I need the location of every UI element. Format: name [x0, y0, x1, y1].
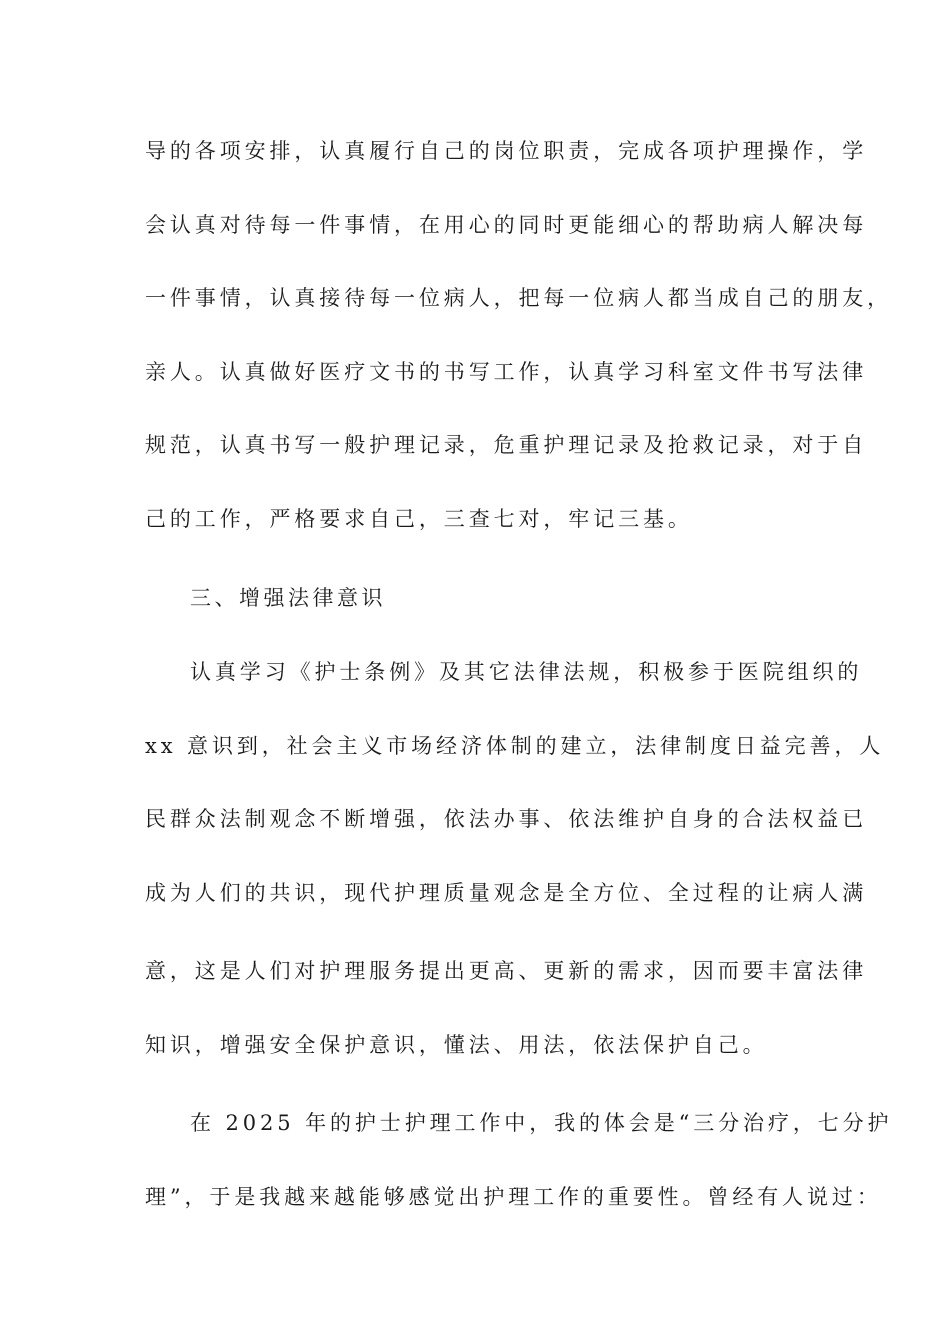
paragraph-line: xx 意识到，社会主义市场经济体制的建立，法律制度日益完善，人: [145, 734, 885, 758]
section-heading: 三、增强法律意识: [190, 586, 386, 610]
paragraph-line: 知识，增强安全保护意识，懂法、用法，依法保护自己。: [145, 1033, 768, 1057]
paragraph-line: 会认真对待每一件事情，在用心的同时更能细心的帮助病人解决每: [145, 213, 868, 237]
paragraph-line: 导的各项安排，认真履行自己的岗位职责，完成各项护理操作，学: [145, 139, 868, 163]
paragraph-line: 意，这是人们对护理服务提出更高、更新的需求，因而要丰富法律: [145, 959, 868, 983]
paragraph-line: 己的工作，严格要求自己，三查七对，牢记三基。: [145, 507, 693, 531]
paragraph-line: 亲人。认真做好医疗文书的书写工作，认真学习科室文件书写法律: [145, 360, 868, 384]
paragraph-line: 规范，认真书写一般护理记录，危重护理记录及抢救记录，对于自: [145, 433, 868, 457]
paragraph-line: 在 2025 年的护士护理工作中，我的体会是“三分治疗，七分护: [190, 1111, 893, 1135]
paragraph-line: 认真学习《护士条例》及其它法律法规，积极参于医院组织的: [190, 660, 863, 684]
paragraph-line: 理”，于是我越来越能够感觉出护理工作的重要性。曾经有人说过：: [145, 1185, 882, 1209]
paragraph-line: 一件事情，认真接待每一位病人，把每一位病人都当成自己的朋友，: [145, 286, 892, 310]
paragraph-line: 民群众法制观念不断增强，依法办事、依法维护自身的合法权益已: [145, 807, 868, 831]
paragraph-line: 成为人们的共识，现代护理质量观念是全方位、全过程的让病人满: [145, 881, 868, 905]
